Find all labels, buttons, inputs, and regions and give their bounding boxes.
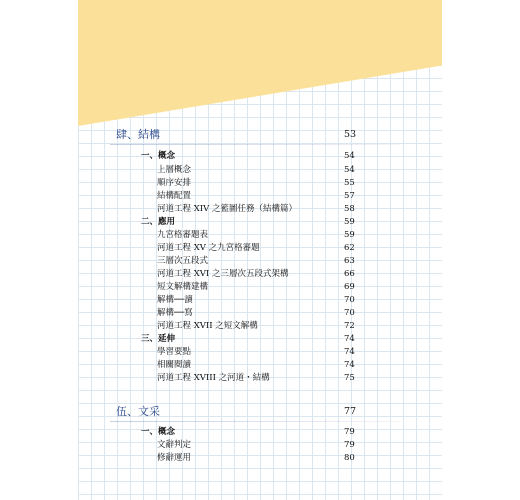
table-of-contents <box>78 0 442 500</box>
section-page-number: 79 <box>344 427 355 437</box>
toc-entry-page: 80 <box>344 453 355 463</box>
chapter-page-number: 77 <box>344 406 357 417</box>
toc-entry-page: 57 <box>344 191 355 201</box>
toc-entry: 短文解構建構 <box>157 282 209 292</box>
section-page-number: 74 <box>344 334 355 344</box>
toc-entry-page: 54 <box>344 165 355 175</box>
toc-entry-page: 55 <box>344 178 355 188</box>
chapter-divider <box>110 144 400 145</box>
section-page-number: 54 <box>344 151 355 161</box>
toc-entry-page: 75 <box>344 373 355 383</box>
toc-entry: 修辭運用 <box>157 453 192 463</box>
book-page <box>78 0 442 500</box>
section-title: 二、應用 <box>141 217 176 227</box>
toc-entry: 結構配置 <box>157 191 192 201</box>
toc-entry: 九宮格審題表 <box>157 230 209 240</box>
toc-entry-page: 70 <box>344 308 355 318</box>
toc-entry: 上層概念 <box>157 165 192 175</box>
toc-entry: 解構──寫 <box>157 308 193 318</box>
chapter-divider <box>110 421 400 422</box>
toc-entry-page: 70 <box>344 295 355 305</box>
toc-entry-page: 79 <box>344 440 355 450</box>
toc-entry: 解構──讀 <box>157 295 193 305</box>
toc-entry-page: 72 <box>344 321 355 331</box>
toc-entry: 河道工程 XV 之九宮格審題 <box>157 243 260 253</box>
toc-entry-page: 69 <box>344 282 355 292</box>
toc-entry-page: 63 <box>344 256 355 266</box>
toc-entry-page: 58 <box>344 204 355 214</box>
toc-entry-page: 66 <box>344 269 355 279</box>
toc-entry: 相關閱讀 <box>157 360 192 370</box>
toc-entry-page: 74 <box>344 347 355 357</box>
section-title: 三、延伸 <box>141 334 176 344</box>
toc-entry: 河道工程 XVII 之短文解構 <box>157 321 258 331</box>
section-title: 一、概念 <box>141 427 176 437</box>
section-title: 一、概念 <box>141 151 176 161</box>
section-page-number: 59 <box>344 217 355 227</box>
chapter-title: 肆、結構 <box>116 128 160 141</box>
toc-entry: 順序安排 <box>157 178 192 188</box>
toc-entry: 三層次五段式 <box>157 256 209 266</box>
toc-entry: 文辭判定 <box>157 440 192 450</box>
toc-entry-page: 62 <box>344 243 355 253</box>
toc-entry-page: 74 <box>344 360 355 370</box>
chapter-title: 伍、文采 <box>116 405 160 418</box>
toc-entry: 河道工程 XVIII 之河道・結構 <box>157 373 270 383</box>
toc-entry: 學習要點 <box>157 347 192 357</box>
toc-entry: 河道工程 XVI 之三層次五段式架構 <box>157 269 289 279</box>
toc-entry: 河道工程 XIV 之籃圖任務（結構篇） <box>157 204 297 214</box>
toc-entry-page: 59 <box>344 230 355 240</box>
chapter-page-number: 53 <box>344 129 357 140</box>
